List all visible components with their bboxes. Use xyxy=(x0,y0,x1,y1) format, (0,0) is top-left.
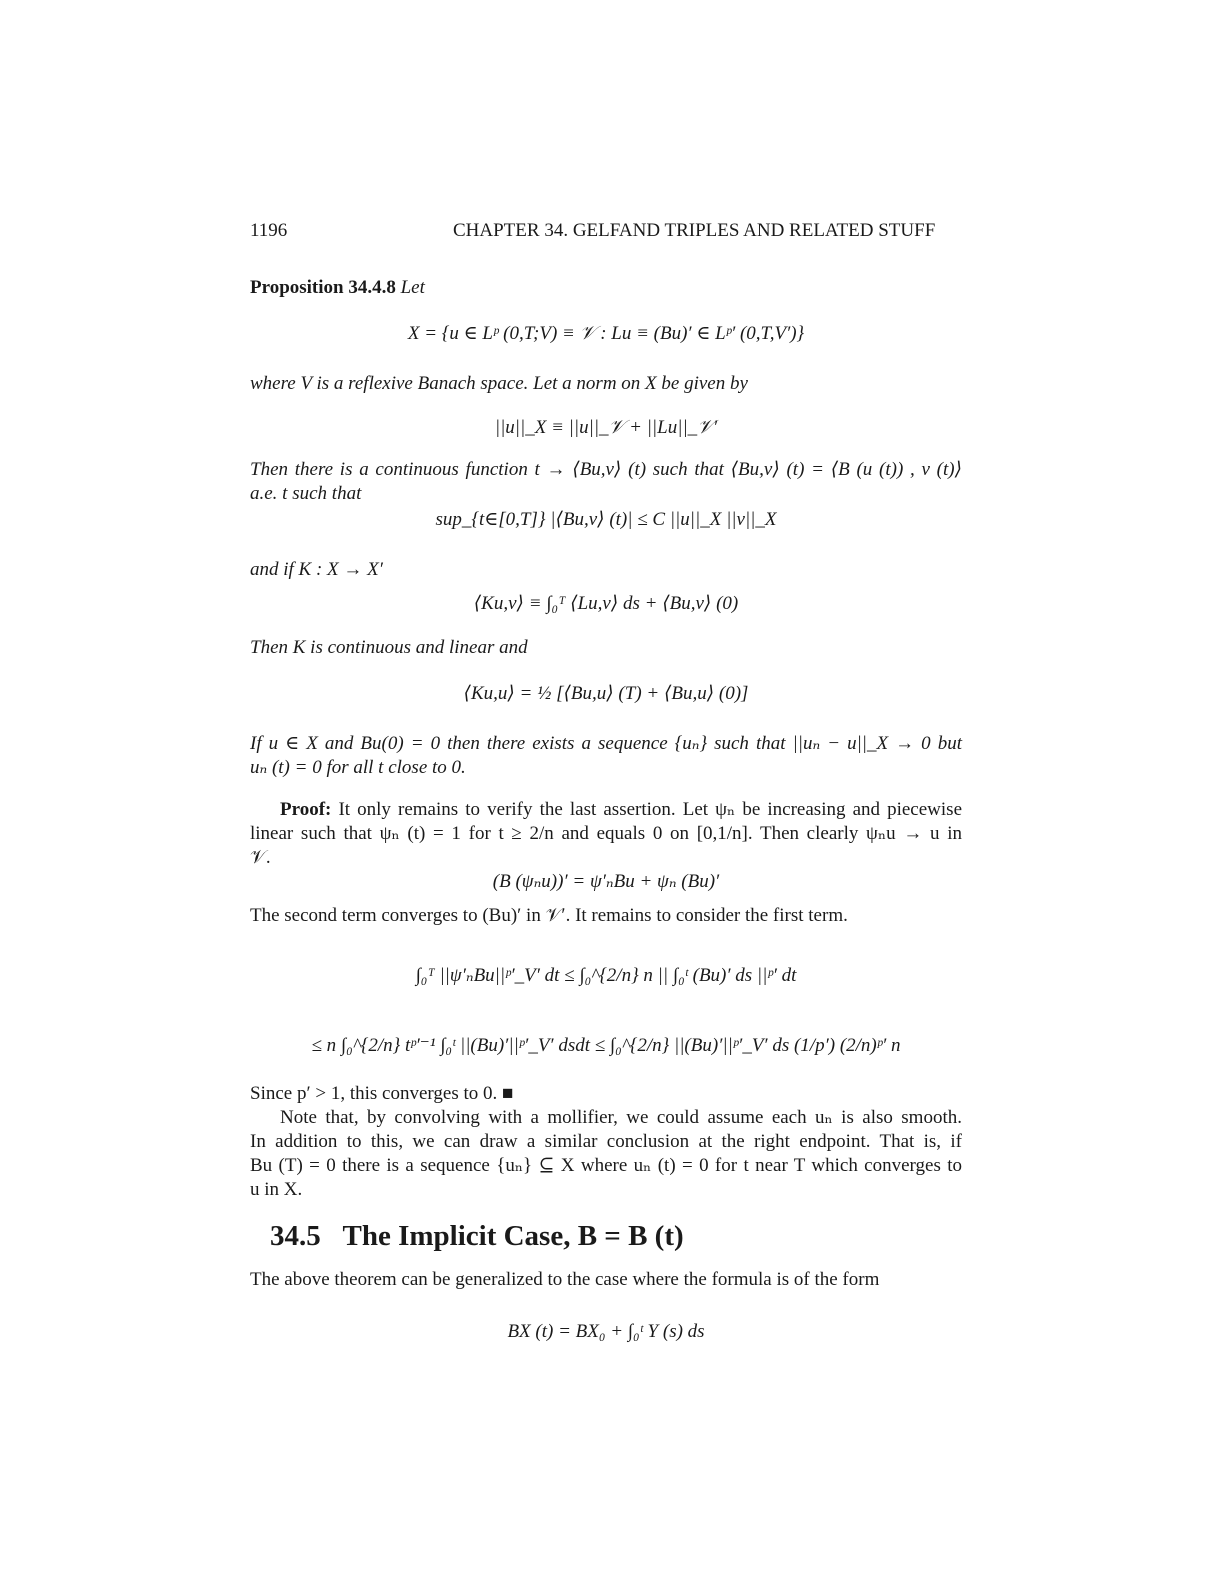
proposition-lead: Let xyxy=(400,277,425,298)
equation-integral-bound-1: ∫₀ᵀ ||ψ′ₙBu||ᵖ′_V′ dt ≤ ∫₀^{2/n} n || ∫₀ᵗ (Bu)′ ds ||ᵖ′ dt xyxy=(415,965,797,986)
equation-Ku-u: ⟨Ku,u⟩ = ½ [⟨Bu,u⟩ (T) + ⟨Bu,u⟩ (0)] xyxy=(463,683,749,704)
text-then-K-linear: Then K is continuous and linear and xyxy=(250,637,528,658)
section-intro: The above theorem can be generalized to the case where the formula is of the form xyxy=(250,1269,880,1290)
proposition-label: Proposition 34.4.8 xyxy=(250,277,396,298)
equation-K-definition: ⟨Ku,v⟩ ≡ ∫₀ᵀ ⟨Lu,v⟩ ds + ⟨Bu,v⟩ (0) xyxy=(473,593,739,614)
note-line-4: u in X. xyxy=(250,1179,303,1200)
equation-integral-bound-2: ≤ n ∫₀^{2/n} tᵖ′⁻¹ ∫₀ᵗ ||(Bu)′||ᵖ′_V′ dsdt ≤ ∫₀^{2/n} ||(Bu)′||ᵖ′_V′ ds (1/p′) (2/n)ᵖ′ n xyxy=(311,1035,901,1056)
equation-X-definition: X = {u ∈ Lᵖ (0,T;V) ≡ 𝒱 : Lu ≡ (Bu)′ ∈ Lᵖ′ (0,T,V′)} xyxy=(407,323,805,344)
proof-line-1: Proof: It only remains to verify the last assertion. Let ψₙ be increasing and piecewise xyxy=(280,799,962,820)
equation-BX: BX (t) = BX₀ + ∫₀ᵗ Y (s) ds xyxy=(507,1321,705,1342)
note-line-2: In addition to this, we can draw a similar conclusion at the right endpoint. That is, if xyxy=(250,1131,962,1152)
section-title: The Implicit Case, B = B (t) xyxy=(342,1220,684,1252)
section-heading xyxy=(270,1220,684,1253)
proof-line-3: 𝒱. xyxy=(250,847,271,868)
text-if-u-in-X-1: If u ∈ X and Bu(0) = 0 then there exists a sequence {uₙ} such that ||uₙ − u||_X → 0 but xyxy=(250,733,962,754)
equation-norm: ||u||_X ≡ ||u||_𝒱 + ||Lu||_𝒱′ xyxy=(494,417,718,438)
text-and-if-K: and if K : X → X′ xyxy=(250,559,383,580)
page-number: 1196 xyxy=(250,220,288,241)
proposition-heading xyxy=(250,276,962,300)
proof-line-5: Since p′ > 1, this converges to 0. ■ xyxy=(250,1083,514,1104)
running-title: CHAPTER 34. GELFAND TRIPLES AND RELATED STUFF xyxy=(453,220,936,241)
text-reflexive: where V is a reflexive Banach space. Let a norm on X be given by xyxy=(250,373,748,394)
note-line-3: Bu (T) = 0 there is a sequence {uₙ} ⊆ X where uₙ (t) = 0 for t near T which converges to xyxy=(250,1155,962,1176)
proof-line-4: The second term converges to (Bu)′ in 𝒱′. It remains to consider the first term. xyxy=(250,905,848,926)
equation-product-derivative: (B (ψₙu))′ = ψ′ₙBu + ψₙ (Bu)′ xyxy=(492,871,720,892)
equation-sup-bound: sup_{t∈[0,T]} |⟨Bu,v⟩ (t)| ≤ C ||u||_X ||v||_X xyxy=(435,509,777,530)
section-number: 34.5 xyxy=(270,1220,321,1252)
proof-line-2: linear such that ψₙ (t) = 1 for t ≥ 2/n and equals 0 on [0,1/n]. Then clearly ψₙu → u in xyxy=(250,823,962,844)
text-then-continuous: Then there is a continuous function t → ⟨Bu,v⟩ (t) such that ⟨Bu,v⟩ (t) = ⟨B (u (t)) , v (t)⟩ xyxy=(250,459,962,480)
text-ae: a.e. t such that xyxy=(250,483,362,504)
proof-label: Proof: xyxy=(280,799,332,820)
text-if-u-in-X-2: uₙ (t) = 0 for all t close to 0. xyxy=(250,757,466,778)
note-line-1: Note that, by convolving with a mollifier, we could assume each uₙ is also smooth. xyxy=(280,1107,962,1128)
